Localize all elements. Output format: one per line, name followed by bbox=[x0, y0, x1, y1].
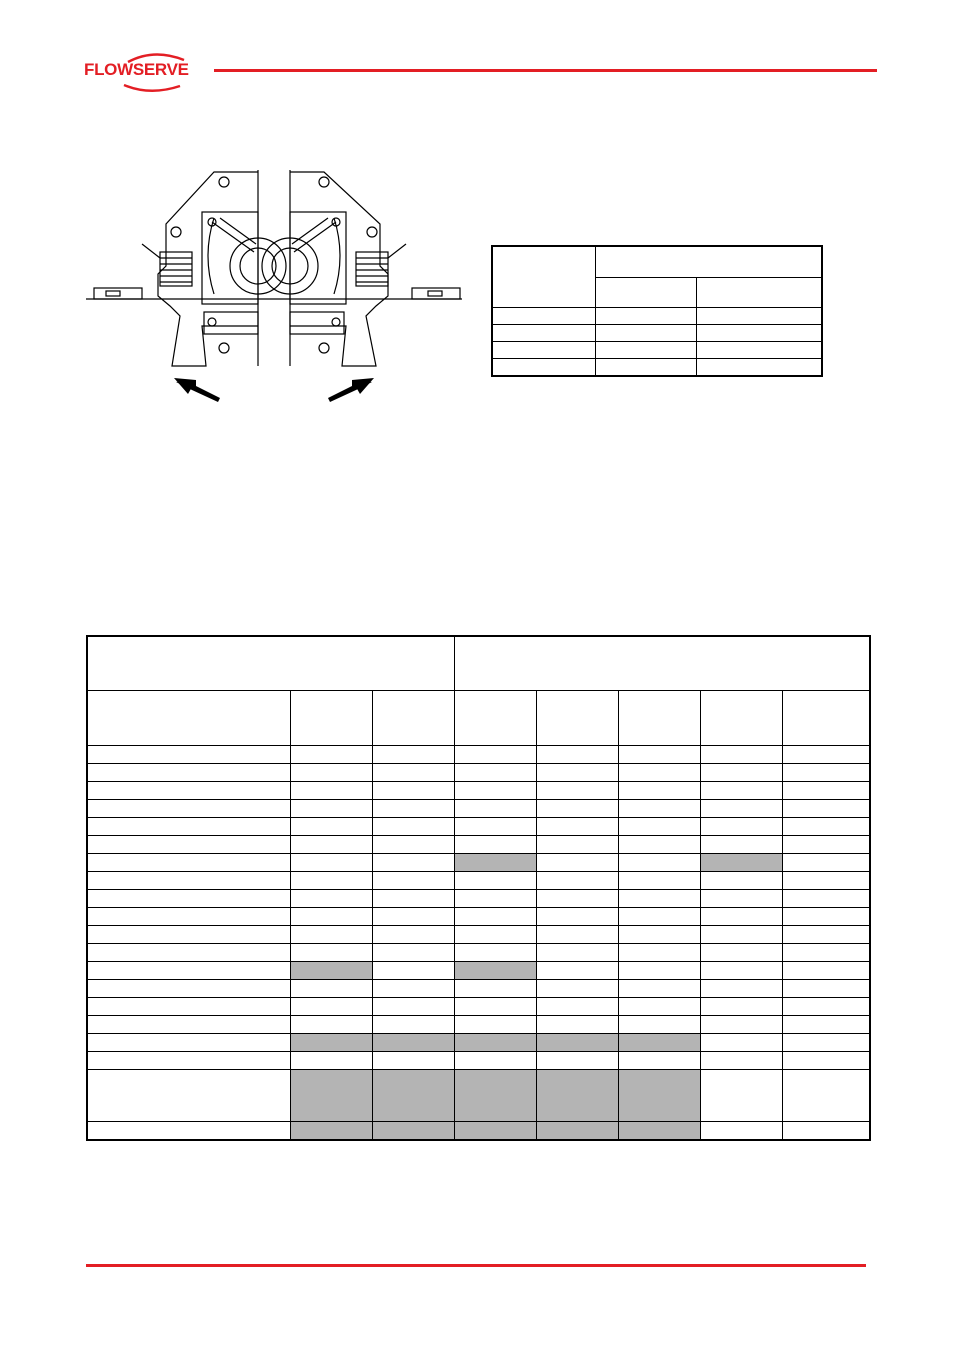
shaded-cell bbox=[454, 1034, 536, 1052]
table-row bbox=[87, 980, 870, 998]
shaded-cell bbox=[454, 854, 536, 872]
table-row bbox=[87, 691, 870, 746]
table-row bbox=[492, 246, 822, 277]
shaded-cell bbox=[454, 1070, 536, 1122]
bearing-housing-drawing bbox=[84, 166, 464, 411]
footer-rule bbox=[86, 1264, 866, 1267]
shaded-cell bbox=[536, 1034, 618, 1052]
table-row bbox=[87, 1034, 870, 1052]
table-row bbox=[87, 872, 870, 890]
shaded-cell bbox=[700, 854, 782, 872]
table-row bbox=[87, 962, 870, 980]
shaded-cell bbox=[290, 962, 372, 980]
table-row bbox=[87, 926, 870, 944]
shaded-cell bbox=[454, 962, 536, 980]
table-row bbox=[87, 1122, 870, 1141]
shaded-cell bbox=[290, 1034, 372, 1052]
table-row bbox=[492, 342, 822, 359]
table-row bbox=[492, 308, 822, 325]
table-row bbox=[87, 746, 870, 764]
table-row bbox=[492, 325, 822, 342]
shaded-cell bbox=[618, 1034, 700, 1052]
shaded-cell bbox=[536, 1070, 618, 1122]
shaded-cell bbox=[454, 1122, 536, 1141]
shaded-cell bbox=[618, 1070, 700, 1122]
table-row bbox=[492, 359, 822, 377]
table-row bbox=[87, 944, 870, 962]
table-row bbox=[87, 782, 870, 800]
table-row bbox=[87, 998, 870, 1016]
brand-wordmark: FLOWSERVE bbox=[84, 60, 189, 79]
main-data-table bbox=[86, 635, 871, 1141]
shaded-cell bbox=[536, 1122, 618, 1141]
flowserve-logo bbox=[84, 52, 208, 94]
table-row bbox=[87, 836, 870, 854]
shaded-cell bbox=[372, 1070, 454, 1122]
shaded-cell bbox=[290, 1122, 372, 1141]
table-row bbox=[87, 890, 870, 908]
table-row bbox=[87, 1070, 870, 1122]
table-row bbox=[87, 854, 870, 872]
table-row bbox=[87, 818, 870, 836]
table-row bbox=[87, 636, 870, 691]
table-row bbox=[87, 1052, 870, 1070]
shaded-cell bbox=[618, 1122, 700, 1141]
table-row bbox=[87, 908, 870, 926]
shaded-cell bbox=[372, 1034, 454, 1052]
shaded-cell bbox=[372, 1122, 454, 1141]
shaded-cell bbox=[290, 1070, 372, 1122]
table-row bbox=[87, 1016, 870, 1034]
small-data-table bbox=[491, 245, 823, 377]
table-row bbox=[87, 800, 870, 818]
rotation-arrow-icon bbox=[174, 378, 374, 402]
table-row bbox=[87, 764, 870, 782]
header-rule bbox=[214, 69, 877, 72]
